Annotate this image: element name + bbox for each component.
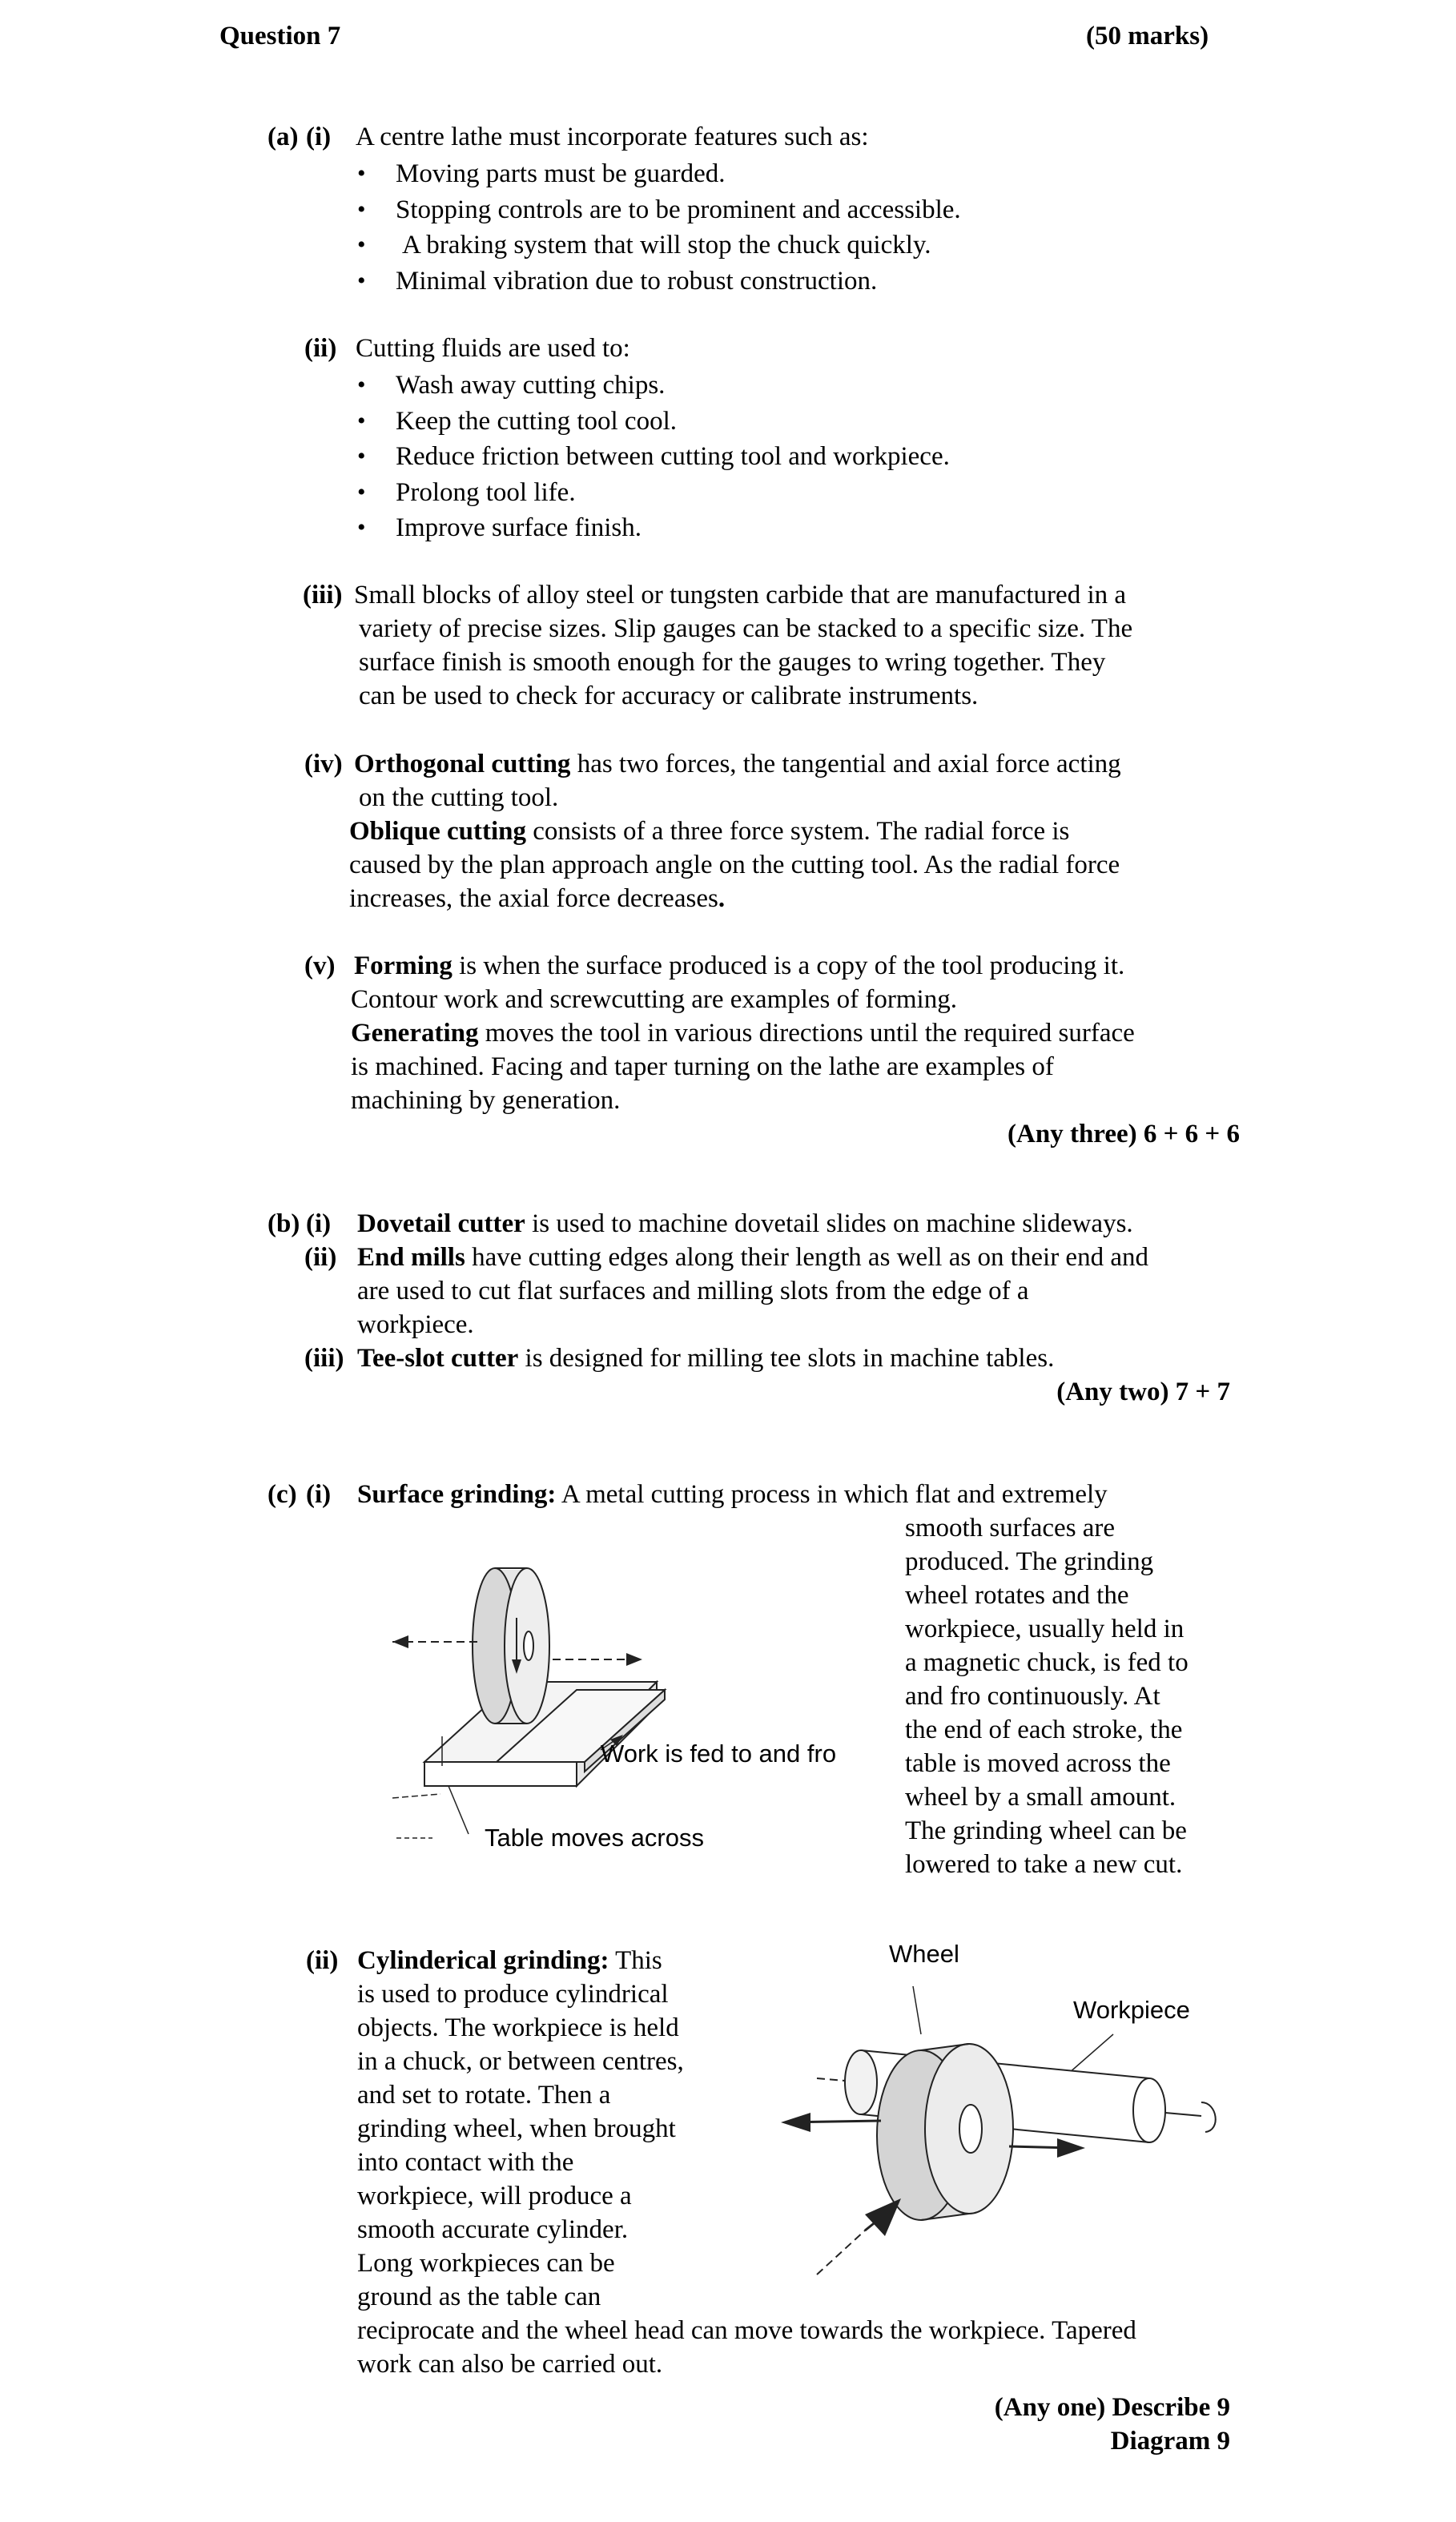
tee-slot-cutter-term: Tee-slot cutter bbox=[357, 1344, 519, 1373]
text-line: smooth surfaces are bbox=[905, 1514, 1116, 1543]
a-marks: (Any three) 6 + 6 + 6 bbox=[1008, 1120, 1240, 1148]
list-item: • Improve surface finish. bbox=[357, 510, 950, 546]
a-ii-number: (ii) bbox=[304, 334, 337, 363]
list-item: • Reduce friction between cutting tool and workpiece. bbox=[357, 439, 950, 475]
a-ii-list bbox=[357, 368, 950, 546]
list-item: • Stopping controls are to be prominent and accessible. bbox=[357, 192, 961, 228]
text-line: the end of each stroke, the bbox=[905, 1716, 1183, 1744]
b-ii-text: End mills have cutting edges along their length as well as on their end and are used to cut flat surfaces and milling slots from the edge of a workpiece. bbox=[357, 1241, 1148, 1341]
c-marks-describe: (Any one) Describe 9 bbox=[994, 2393, 1230, 2422]
workpiece-label: Workpiece bbox=[1073, 1996, 1190, 2024]
text-line: workpiece, usually held in bbox=[905, 1615, 1185, 1643]
text-line: into contact with the bbox=[357, 2148, 574, 2177]
text-line: ground as the table can bbox=[357, 2283, 601, 2311]
text-line: table is moved across the bbox=[905, 1749, 1171, 1778]
b-marks: (Any two) 7 + 7 bbox=[1056, 1378, 1230, 1406]
orthogonal-cutting-term: Orthogonal cutting bbox=[354, 750, 571, 778]
text-line: and fro continuously. At bbox=[905, 1682, 1160, 1711]
b-i-number: (i) bbox=[306, 1209, 332, 1238]
forming-term: Forming bbox=[354, 951, 452, 980]
cylindrical-grinding-diagram bbox=[769, 1938, 1233, 2291]
c-marks-diagram: Diagram 9 bbox=[1110, 2427, 1230, 2456]
text-line: is when the surface produced is a copy of the tool producing it. bbox=[452, 951, 1125, 980]
b-iii-number: (iii) bbox=[304, 1344, 344, 1373]
list-item: • Minimal vibration due to robust construction. bbox=[357, 263, 961, 300]
text-line: Contour work and screwcutting are examples of forming. bbox=[351, 985, 957, 1014]
wheel-label: Wheel bbox=[889, 1940, 959, 1968]
total-marks: (50 marks) bbox=[1086, 22, 1209, 50]
text-line: lowered to take a new cut. bbox=[905, 1850, 1183, 1879]
text-line: grinding wheel, when brought bbox=[357, 2114, 676, 2143]
text-line: produced. The grinding bbox=[905, 1547, 1154, 1576]
text-line: wheel rotates and the bbox=[905, 1581, 1129, 1610]
rotation-icon bbox=[1201, 2102, 1216, 2132]
infeed-arrow bbox=[817, 2230, 865, 2275]
b-ii-number: (ii) bbox=[304, 1243, 337, 1272]
list-item: • Wash away cutting chips. bbox=[357, 368, 950, 404]
text-line: is used to produce cylindrical bbox=[357, 1980, 669, 2009]
c-ii-number: (ii) bbox=[306, 1946, 339, 1975]
a-ii-intro: Cutting fluids are used to: bbox=[356, 334, 630, 363]
part-a-label: (a) bbox=[267, 123, 299, 151]
text-line: smooth accurate cylinder. bbox=[357, 2215, 629, 2244]
text-line: caused by the plan approach angle on the cutting tool. As the radial force bbox=[349, 851, 1120, 879]
c-i-first-line: Surface grinding: A metal cutting process in which flat and extremely bbox=[357, 1480, 1108, 1509]
text-line: increases, the axial force decreases bbox=[349, 884, 718, 913]
grinding-wheel bbox=[473, 1568, 549, 1724]
text-line: wheel by a small amount. bbox=[905, 1783, 1176, 1812]
grinding-wheel bbox=[877, 2044, 1013, 2220]
c-i-side-text bbox=[905, 1511, 1189, 1881]
text-line: is machined. Facing and taper turning on the lathe are examples of bbox=[351, 1052, 1054, 1081]
table-arrow bbox=[392, 1794, 440, 1798]
text-line: and set to rotate. Then a bbox=[357, 2081, 611, 2110]
surface-grinding-term: Surface grinding: bbox=[357, 1480, 557, 1509]
table-moves-label: Table moves across bbox=[485, 1824, 704, 1852]
a-iv-text bbox=[349, 747, 1121, 915]
text-line: workpiece. bbox=[357, 1310, 474, 1339]
a-v-text bbox=[351, 949, 1135, 1117]
a-iii-text bbox=[356, 578, 1132, 713]
text-line: on the cutting tool. bbox=[359, 783, 559, 812]
text-line: has two forces, the tangential and axial force acting bbox=[570, 750, 1121, 778]
b-iii-text: Tee-slot cutter is designed for milling tee slots in machine tables. bbox=[357, 1344, 1055, 1373]
work-fed-label: Work is fed to and fro bbox=[601, 1740, 837, 1768]
list-item: • Keep the cutting tool cool. bbox=[357, 404, 950, 440]
a-i-intro: A centre lathe must incorporate features such as: bbox=[356, 123, 869, 151]
a-i-list bbox=[357, 156, 961, 299]
generating-term: Generating bbox=[351, 1019, 479, 1048]
surface-grinding-diagram bbox=[392, 1522, 873, 1874]
a-iv-number: (iv) bbox=[304, 750, 343, 778]
text-line: variety of precise sizes. Slip gauges can be stacked to a specific size. The bbox=[359, 614, 1133, 643]
text-line: The grinding wheel can be bbox=[905, 1816, 1187, 1845]
text-line: objects. The workpiece is held bbox=[357, 2013, 679, 2042]
text-line: surface finish is smooth enough for the gauges to wring together. They bbox=[359, 648, 1106, 677]
a-v-number: (v) bbox=[304, 951, 336, 980]
text-line: moves the tool in various directions until the required surface bbox=[478, 1019, 1135, 1048]
text-line: work can also be carried out. bbox=[357, 2350, 663, 2379]
b-i-text: Dovetail cutter is used to machine dovetail slides on machine slideways. bbox=[357, 1209, 1133, 1238]
a-iii-number: (iii) bbox=[303, 581, 343, 609]
c-i-number: (i) bbox=[306, 1480, 332, 1509]
part-b-label: (b) bbox=[267, 1209, 300, 1238]
text-line: can be used to check for accuracy or calibrate instruments. bbox=[359, 682, 979, 710]
list-item: • A braking system that will stop the chuck quickly. bbox=[357, 227, 961, 263]
text-line: in a chuck, or between centres, bbox=[357, 2047, 684, 2076]
text-line: workpiece, will produce a bbox=[357, 2182, 632, 2210]
question-title: Question 7 bbox=[219, 22, 341, 50]
c-ii-text: Cylinderical grinding: This is used to produce cylindrical objects. The workpiece is held in a chuck, or between centres, and set to rotate. Then a grinding wheel, when brought into contact with the workpiece, will produce a smooth accurate cylinder. Long workpieces can be ground as the table can reciprocate and the wheel head can move towards the workpiece. Tapered work can also be carried out. bbox=[357, 1944, 1136, 2381]
text-line: are used to cut flat surfaces and milling slots from the edge of a bbox=[357, 1277, 1029, 1305]
oblique-cutting-term: Oblique cutting bbox=[349, 817, 526, 846]
text-line: reciprocate and the wheel head can move towards the workpiece. Tapered bbox=[357, 2316, 1136, 2345]
part-c-label: (c) bbox=[267, 1480, 297, 1509]
list-item: • Prolong tool life. bbox=[357, 475, 950, 511]
end-mills-term: End mills bbox=[357, 1243, 465, 1272]
dovetail-cutter-term: Dovetail cutter bbox=[357, 1209, 525, 1238]
a-i-number: (i) bbox=[306, 123, 332, 151]
text-line: Long workpieces can be bbox=[357, 2249, 615, 2278]
text-line: consists of a three force system. The radial force is bbox=[525, 817, 1070, 846]
text-line: machining by generation. bbox=[351, 1086, 621, 1115]
text-line: a magnetic chuck, is fed to bbox=[905, 1648, 1189, 1677]
cylindrical-grinding-term: Cylinderical grinding: bbox=[357, 1946, 609, 1975]
period: . bbox=[718, 884, 726, 913]
text-line: Small blocks of alloy steel or tungsten carbide that are manufactured in a bbox=[354, 581, 1127, 609]
list-item: • Moving parts must be guarded. bbox=[357, 156, 961, 192]
